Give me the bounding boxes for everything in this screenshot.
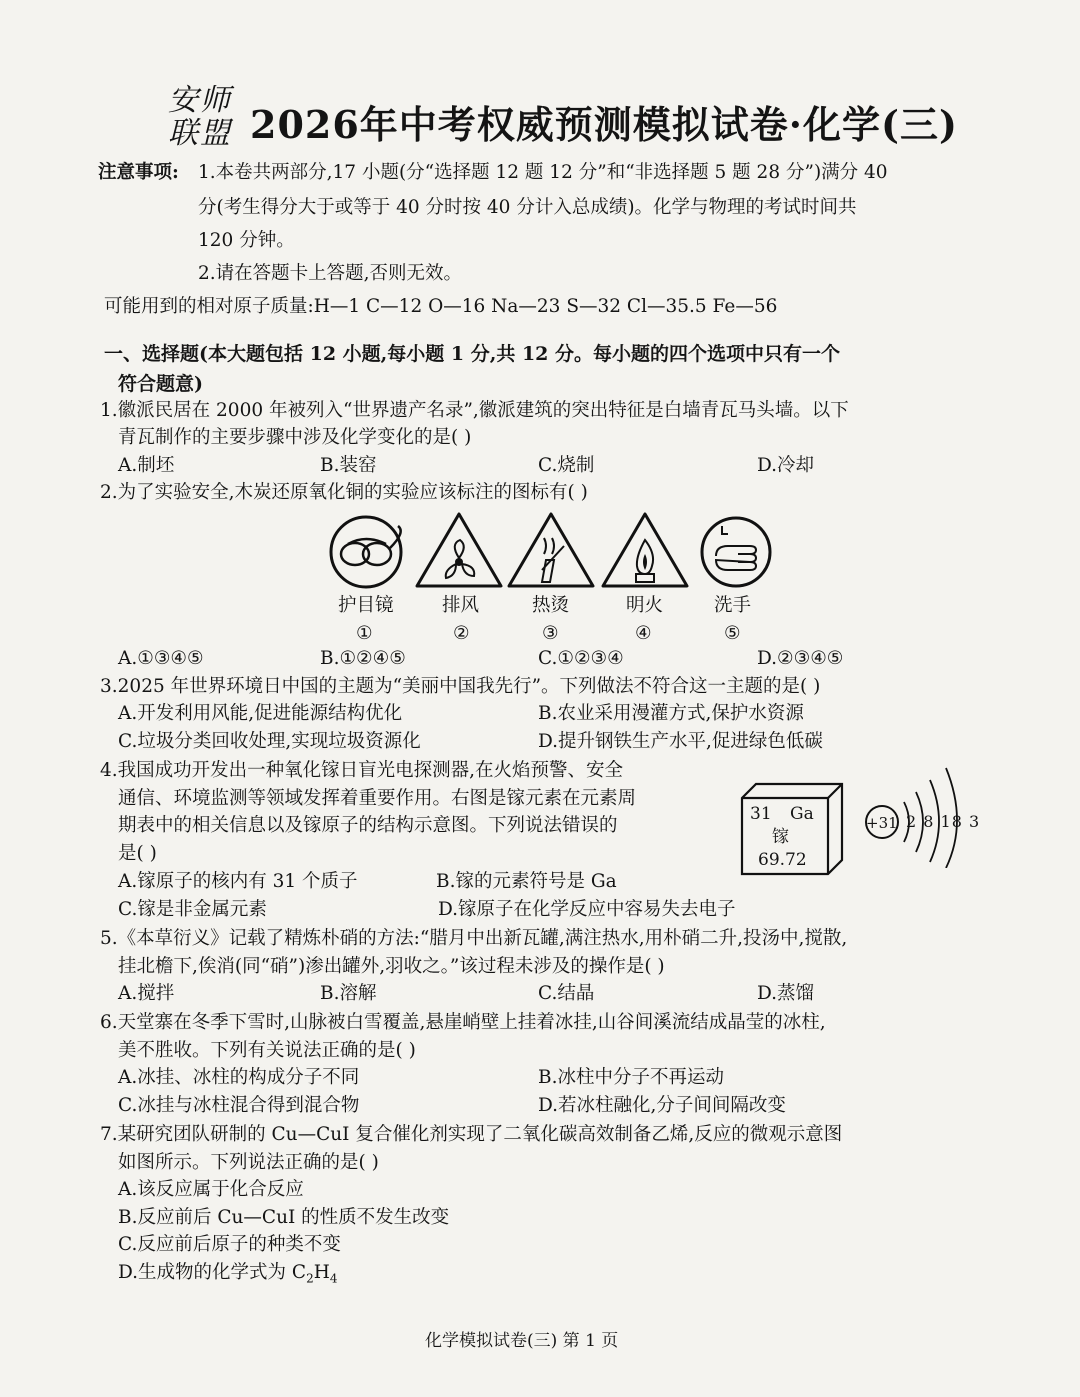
q6-option-a[interactable]: A.冰挂、冰柱的构成分子不同 (118, 1067, 360, 1088)
element-name: 镓 (772, 827, 789, 847)
q5-stem-1: 5.《本草衍义》记载了精炼朴硝的方法:“腊月中出新瓦罐,满注热水,用朴硝二升,投汤中,搅散, (100, 928, 848, 949)
q7-option-d-sub1: 2 (306, 1271, 314, 1286)
flame-icon (600, 510, 690, 590)
q2-option-b[interactable]: B.①②④⑤ (320, 648, 406, 669)
q1-option-a[interactable]: A.制坯 (118, 455, 175, 476)
notice-line-3: 120 分钟。 (198, 230, 295, 251)
hand-wash-icon (698, 514, 774, 590)
q4-stem-4: 是( ) (118, 843, 157, 864)
q7-stem-1: 7.某研究团队研制的 Cu—CuI 复合催化剂实现了二氧化碳高效制备乙烯,反应的微观示意图 (100, 1124, 843, 1145)
q6-option-d[interactable]: D.若冰柱融化,分子间间隔改变 (538, 1095, 786, 1116)
brand-line-1: 安师 (168, 83, 232, 118)
atomic-mass-line: 可能用到的相对原子质量:H—1 C—12 O—16 Na—23 S—32 Cl—35.5 Fe—56 (104, 296, 778, 317)
q5-option-c[interactable]: C.结晶 (538, 983, 595, 1004)
q2-option-a[interactable]: A.①③④⑤ (118, 648, 204, 669)
q3-option-a[interactable]: A.开发利用风能,促进能源结构优化 (118, 703, 403, 724)
q4-stem-2: 通信、环境监测等领域发挥着重要作用。右图是镓元素在元素周 (118, 788, 637, 809)
q2-stem: 2.为了实验安全,木炭还原氧化铜的实验应该标注的图标有( ) (100, 482, 588, 503)
q7-stem-2: 如图所示。下列说法正确的是( ) (118, 1152, 379, 1173)
sign-num-1: ① (356, 623, 373, 644)
q1-option-c[interactable]: C.烧制 (538, 455, 595, 476)
q4-stem-1: 4.我国成功开发出一种氧化镓日盲光电探测器,在火焰预警、安全 (100, 760, 624, 781)
q4-option-c[interactable]: C.镓是非金属元素 (118, 899, 267, 920)
q5-option-b[interactable]: B.溶解 (320, 983, 377, 1004)
notice-line-2: 分(考生得分大于或等于 40 分时按 40 分计入总成绩)。化学与物理的考试时间共 (198, 197, 857, 218)
notice-label: 注意事项: (98, 162, 179, 183)
notice-line-1: 1.本卷共两部分,17 小题(分“选择题 12 题 12 分”和“非选择题 5 题 28 分”)满分 40 (198, 162, 888, 183)
q7-option-d-prefix: D.生成物的化学式为 C (118, 1262, 307, 1283)
q5-option-a[interactable]: A.搅拌 (118, 983, 175, 1004)
element-number: 31 (750, 804, 772, 824)
goggles-icon (328, 512, 408, 592)
element-symbol: Ga (790, 804, 814, 824)
page-footer: 化学模拟试卷(三) 第 1 页 (425, 1331, 619, 1351)
notice-line-4: 2.请在答题卡上答题,否则无效。 (198, 263, 463, 284)
q7-option-b[interactable]: B.反应前后 Cu—CuI 的性质不发生改变 (118, 1207, 450, 1228)
q2-option-c[interactable]: C.①②③④ (538, 648, 624, 669)
hot-icon (506, 510, 596, 590)
fan-icon (414, 510, 504, 590)
sign-num-2: ② (453, 623, 470, 644)
q1-stem-1: 1.徽派民居在 2000 年被列入“世界遗产名录”,徽派建筑的突出特征是白墙青瓦马头墙。以下 (100, 400, 849, 421)
q2-option-d[interactable]: D.②③④⑤ (757, 648, 844, 669)
q3-option-d[interactable]: D.提升钢铁生产水平,促进绿色低碳 (538, 731, 823, 752)
q7-option-d[interactable] (118, 1262, 338, 1286)
q7-option-d-mid: H (313, 1262, 330, 1283)
q4-stem-3: 期表中的相关信息以及镓原子的结构示意图。下列说法错误的 (118, 815, 618, 836)
q7-option-a[interactable]: A.该反应属于化合反应 (118, 1179, 304, 1200)
q5-option-d[interactable]: D.蒸馏 (757, 983, 815, 1004)
q3-option-c[interactable]: C.垃圾分类回收处理,实现垃圾资源化 (118, 731, 421, 752)
q3-stem: 3.2025 年世界环境日中国的主题为“美丽中国我先行”。下列做法不符合这一主题的是( ) (100, 676, 821, 697)
q3-option-b[interactable]: B.农业采用漫灌方式,保护水资源 (538, 703, 804, 724)
q6-option-c[interactable]: C.冰挂与冰柱混合得到混合物 (118, 1095, 360, 1116)
brand-line-2: 联盟 (168, 116, 232, 151)
q1-option-d[interactable]: D.冷却 (757, 455, 815, 476)
q5-stem-2: 挂北檐下,俟消(同“硝”)渗出罐外,羽收之。”该过程未涉及的操作是( ) (118, 956, 665, 977)
sign-num-4: ④ (635, 623, 652, 644)
q6-option-b[interactable]: B.冰柱中分子不再运动 (538, 1067, 724, 1088)
sign-label-flame: 明火 (626, 595, 664, 616)
q7-option-d-sub2: 4 (329, 1271, 338, 1286)
q4-option-b[interactable]: B.镓的元素符号是 Ga (436, 871, 617, 892)
q6-stem-1: 6.天堂寨在冬季下雪时,山脉被白雪覆盖,悬崖峭壁上挂着冰挂,山谷间溪流结成晶莹的冰柱, (100, 1012, 826, 1033)
sign-label-goggles: 护目镜 (338, 595, 394, 616)
sign-num-5: ⑤ (724, 623, 741, 644)
brand-logo (168, 84, 248, 154)
element-mass: 69.72 (758, 850, 807, 870)
sign-num-3: ③ (542, 623, 559, 644)
atom-nucleus: +31 (866, 814, 898, 832)
sign-label-fan: 排风 (442, 595, 480, 616)
sign-label-hot: 热烫 (532, 595, 570, 616)
q7-option-c[interactable]: C.反应前后原子的种类不变 (118, 1234, 341, 1255)
q1-option-b[interactable]: B.装窑 (320, 455, 377, 476)
section-heading: 一、选择题(本大题包括 12 小题,每小题 1 分,共 12 分。每小题的四个选项中只有一个 (104, 343, 841, 365)
section-heading-cont: 符合题意) (118, 373, 203, 395)
sign-label-wash: 洗手 (714, 595, 752, 616)
page-title: 2026年中考权威预测模拟试卷·化学(三) (250, 102, 958, 147)
atom-shells: 2 8 18 3 (906, 812, 981, 831)
q4-option-d[interactable]: D.镓原子在化学反应中容易失去电子 (438, 899, 736, 920)
q1-stem-2: 青瓦制作的主要步骤中涉及化学变化的是( ) (118, 427, 472, 448)
q6-stem-2: 美不胜收。下列有关说法正确的是( ) (118, 1040, 416, 1061)
q4-option-a[interactable]: A.镓原子的核内有 31 个质子 (118, 871, 358, 892)
